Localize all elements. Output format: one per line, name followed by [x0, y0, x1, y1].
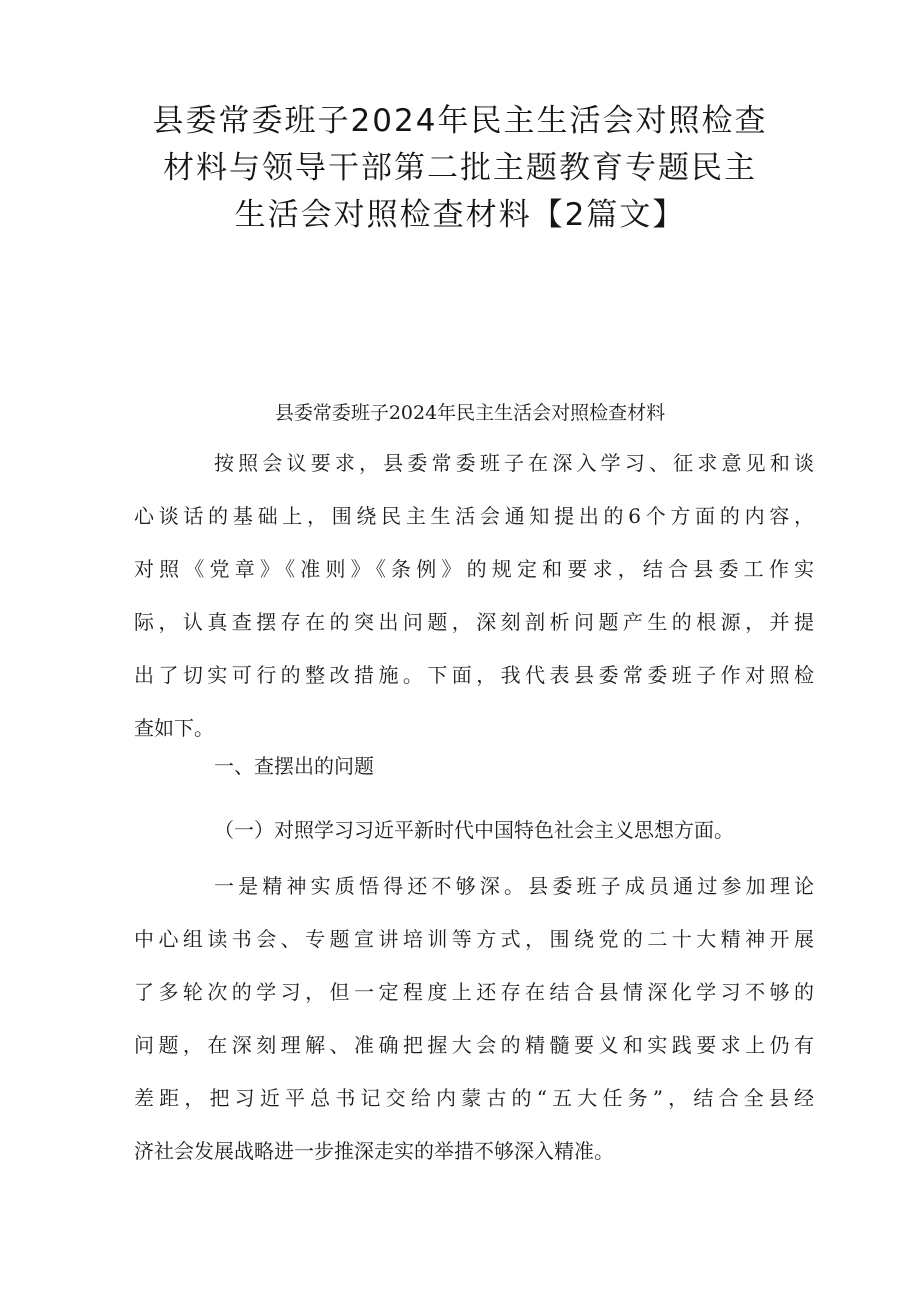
body-line-5: 差距，把习近平总书记交给内蒙古的“五大任务”，结合全县经 [134, 1086, 814, 1110]
intro-line-3: 对照《党章》《准则》《条例》的规定和要求，结合县委工作实 [134, 557, 814, 581]
body-line-1: 一是精神实质悟得还不够深。县委班子成员通过参加理论 [214, 874, 814, 898]
title-line-1: 县委常委班子2024年民主生活会对照检查 [152, 103, 768, 139]
body-line-6: 济社会发展战略进一步推深走实的举措不够深入精准。 [134, 1139, 614, 1163]
title-line-2: 材料与领导干部第二批主题教育专题民主 [163, 150, 757, 186]
title-line-3: 生活会对照检查材料【2篇文】 [234, 197, 686, 233]
body-line-3: 了多轮次的学习，但一定程度上还存在结合县情深化学习不够的 [134, 980, 814, 1004]
intro-paragraph [134, 437, 814, 755]
intro-line-1: 按照会议要求，县委常委班子在深入学习、征求意见和谈 [214, 451, 814, 475]
intro-line-2: 心谈话的基础上，围绕民主生活会通知提出的6个方面的内容， [134, 504, 814, 528]
subheading-1: （一）对照学习习近平新时代中国特色社会主义思想方面。 [214, 818, 734, 842]
intro-line-4: 际，认真查摆存在的突出问题，深刻剖析问题产生的根源，并提 [134, 610, 814, 634]
body-line-4: 问题，在深刻理解、准确把握大会的精髓要义和实践要求上仍有 [134, 1033, 814, 1057]
document-title [120, 98, 800, 239]
body-line-2: 中心组读书会、专题宣讲培训等方式，围绕党的二十大精神开展 [134, 927, 814, 951]
intro-line-6: 查如下。 [134, 716, 214, 740]
body-paragraph [134, 860, 814, 1178]
intro-line-5: 出了切实可行的整改措施。下面，我代表县委常委班子作对照检 [134, 663, 814, 687]
section-title: 县委常委班子2024年民主生活会对照检查材料 [274, 402, 666, 424]
subheading-1-block [134, 804, 814, 857]
heading-1: 一、查摆出的问题 [214, 754, 374, 778]
heading-1-block [134, 740, 814, 793]
